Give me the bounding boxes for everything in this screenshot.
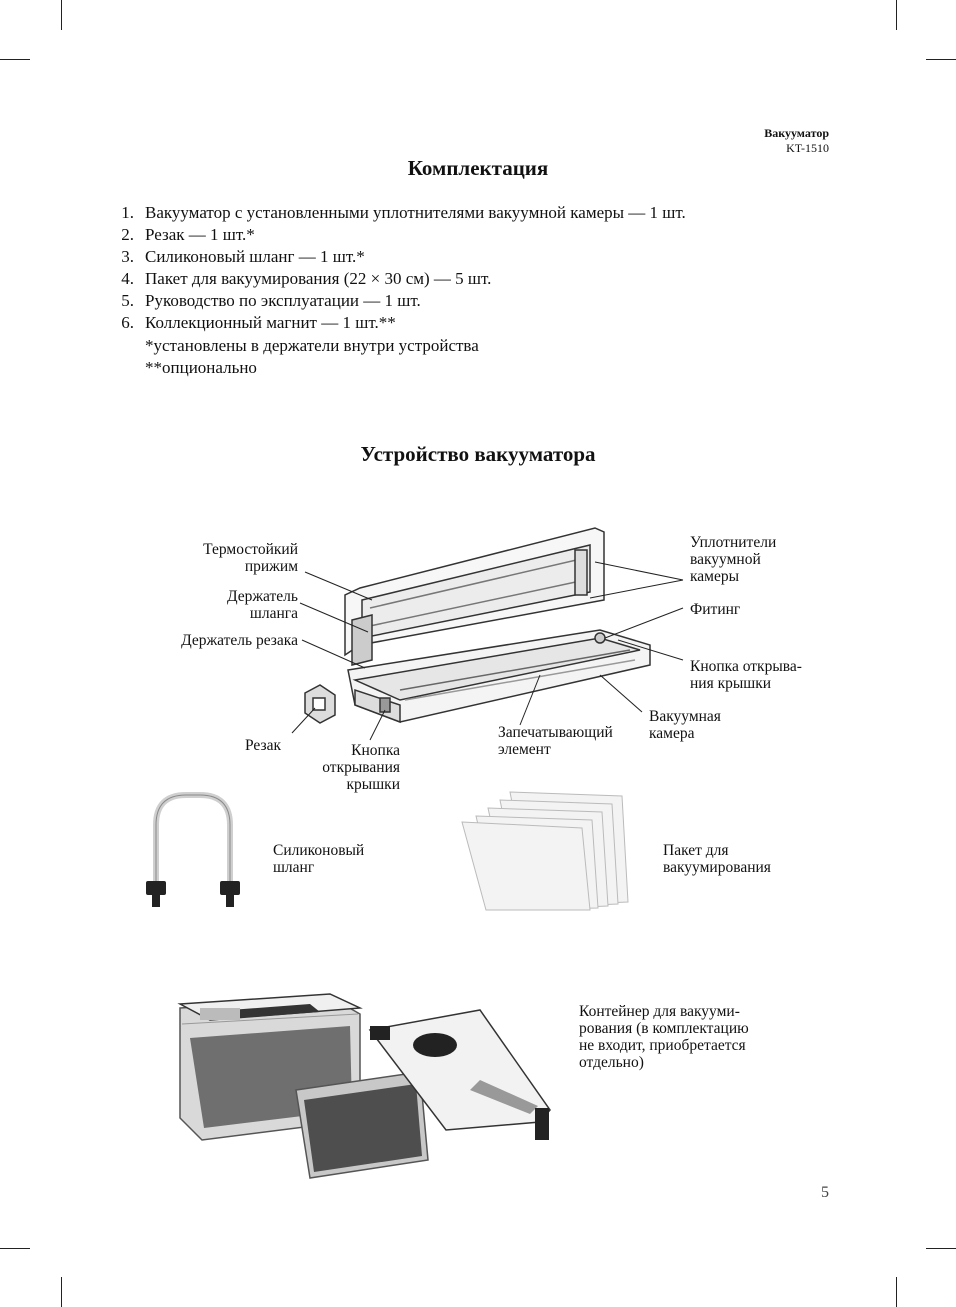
label-lid-button-left: Кнопка открывания крышки bbox=[322, 742, 400, 793]
crop-mark bbox=[61, 1277, 62, 1307]
list-item: 5. Руководство по эксплуатации — 1 шт. bbox=[121, 291, 421, 310]
list-item: 1. Вакууматор с установленными уплотнителями вакуумной камеры — 1 шт. bbox=[121, 203, 686, 222]
crop-mark bbox=[0, 59, 30, 60]
cutter-image bbox=[305, 685, 335, 723]
label-vacuum-bag: Пакет для вакуумирования bbox=[663, 842, 771, 876]
section-title-contents: Комплектация bbox=[407, 156, 549, 180]
label-hose-holder: Держатель шланга bbox=[226, 588, 298, 622]
label-container: Контейнер для вакууми- рования (в комплектацию не входит, приобретается отдельно) bbox=[579, 1003, 749, 1071]
running-header bbox=[764, 126, 829, 156]
page-number: 5 bbox=[821, 1184, 829, 1201]
crop-mark bbox=[896, 0, 897, 30]
label-lid-button-right: Кнопка открыва- ния крышки bbox=[690, 658, 802, 692]
label-cutter: Резак bbox=[245, 737, 282, 754]
crop-mark bbox=[0, 1248, 30, 1249]
sealer-base bbox=[348, 630, 650, 722]
header-model: KT-1510 bbox=[786, 141, 829, 155]
header-product: Вакууматор bbox=[764, 126, 829, 140]
list-item: 2. Резак — 1 шт.* bbox=[121, 225, 255, 244]
crop-mark bbox=[926, 59, 956, 60]
footnote-1: *установлены в держатели внутри устройства bbox=[145, 336, 479, 355]
crop-mark bbox=[61, 0, 62, 30]
crop-mark bbox=[896, 1277, 897, 1307]
label-fitting: Фитинг bbox=[690, 601, 741, 618]
footnote-2: **опционально bbox=[145, 358, 257, 377]
label-cutter-holder: Держатель резака bbox=[181, 632, 298, 649]
vacuum-sealer-illustration bbox=[0, 500, 956, 820]
label-vacuum-chamber: Вакуумная камера bbox=[649, 708, 721, 742]
footnotes bbox=[145, 335, 479, 379]
label-thermo-press: Термостойкий прижим bbox=[203, 541, 298, 575]
list-item: 4. Пакет для вакуумирования (22 × 30 см) — 5 шт. bbox=[121, 269, 492, 288]
contents-list bbox=[112, 202, 686, 334]
vacuum-bags-image bbox=[452, 782, 630, 912]
label-silicone-hose: Силиконовый шланг bbox=[273, 842, 365, 876]
label-sealing-element: Запечатывающий элемент bbox=[498, 724, 613, 758]
silicone-hose-image bbox=[138, 785, 248, 913]
list-item: 3. Силиконовый шланг — 1 шт.* bbox=[121, 247, 365, 266]
label-seals: Уплотнители вакуумной камеры bbox=[690, 534, 777, 585]
crop-mark bbox=[926, 1248, 956, 1249]
list-item: 6. Коллекционный магнит — 1 шт.** bbox=[121, 313, 396, 332]
vacuum-containers-image bbox=[160, 990, 552, 1186]
section-title-device: Устройство вакууматора bbox=[360, 442, 596, 466]
